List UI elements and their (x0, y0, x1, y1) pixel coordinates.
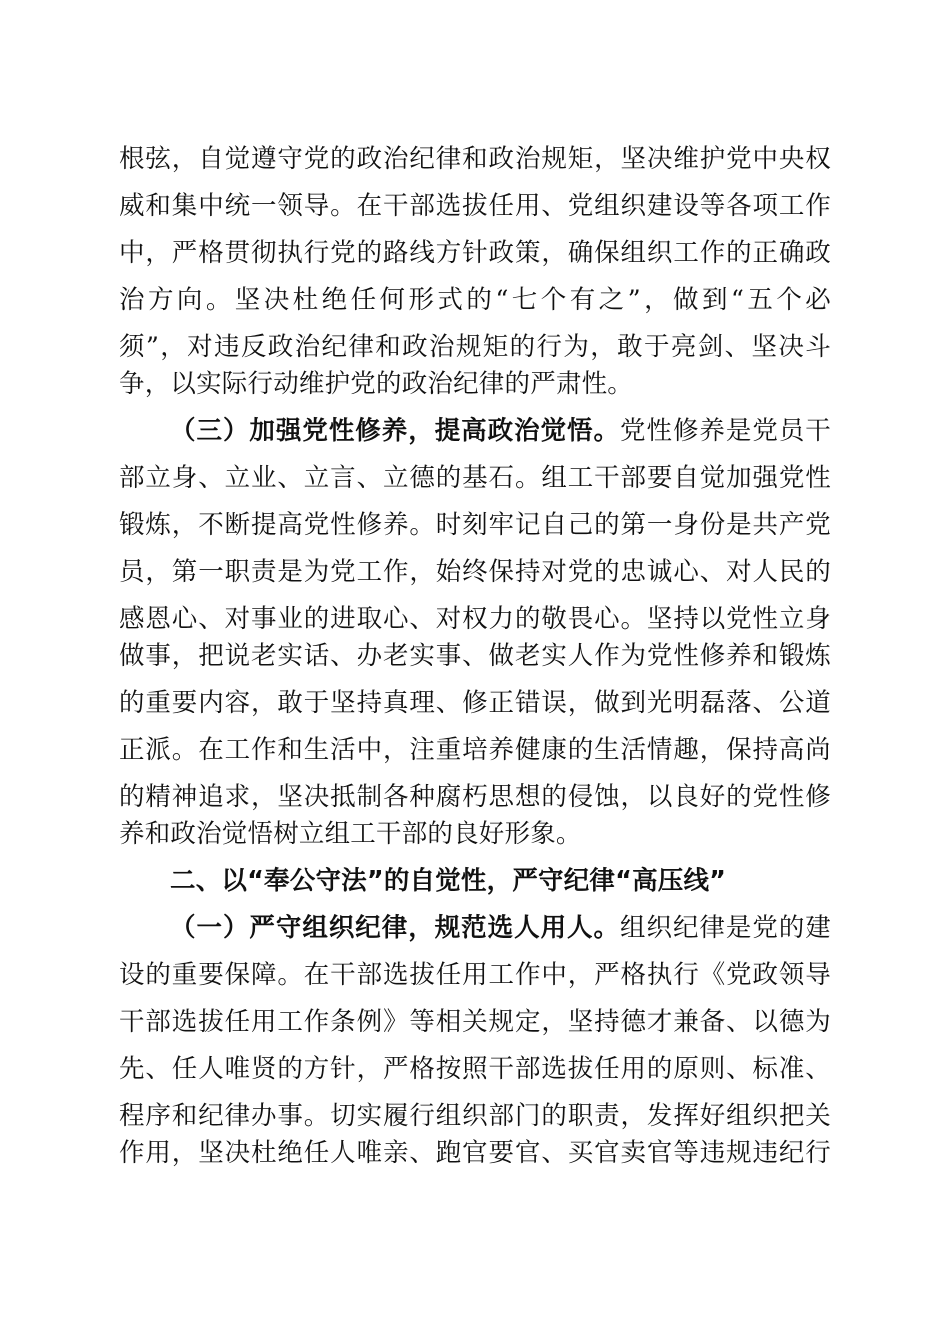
paragraph-line: 正派。在工作和生活中，注重培养健康的生活情趣，保持高尚 (119, 735, 831, 765)
paragraph-line: 部立身、立业、立言、立德的基石。组工干部要自觉加强党性 (119, 463, 831, 493)
section-lead-heading: （一）严守组织纪律，规范选人用人。 (170, 913, 620, 943)
paragraph-text: 党性修养是党员干 (620, 416, 831, 446)
paragraph-line: 员，第一职责是为党工作，始终保持对党的忠诚心、对人民的 (119, 557, 831, 587)
paragraph-line: 根弦，自觉遵守党的政治纪律和政治规矩，坚决维护党中央权 (119, 144, 831, 174)
paragraph-line: 作用，坚决杜绝任人唯亲、跑官要官、买官卖官等违规违纪行 (119, 1138, 831, 1168)
paragraph-line: 威和集中统一领导。在干部选拔任用、党组织建设等各项工作 (119, 191, 831, 221)
paragraph-line: 养和政治觉悟树立组工干部的良好形象。 (119, 819, 582, 849)
paragraph-text: 组织纪律是党的建 (620, 913, 831, 943)
paragraph-line: 程序和纪律办事。切实履行组织部门的职责，发挥好组织把关 (119, 1101, 831, 1131)
paragraph-line: 的精神追求，坚决抵制各种腐朽思想的侵蚀，以良好的党性修 (119, 782, 831, 812)
paragraph-line: 设的重要保障。在干部选拔任用工作中，严格执行《党政领导 (119, 960, 831, 990)
paragraph-line: 锻炼，不断提高党性修养。时刻牢记自己的第一身份是共产党 (119, 510, 831, 540)
paragraph-line: 争，以实际行动维护党的政治纪律的严肃性。 (119, 369, 634, 399)
paragraph-first-line (170, 408, 831, 454)
section-lead-heading: （三）加强党性修养，提高政治觉悟。 (170, 416, 620, 446)
paragraph-line: 干部选拔任用工作条例》等相关规定，坚持德才兼备、以德为 (119, 1007, 831, 1037)
paragraph-line: 须”，对违反政治纪律和政治规矩的行为，敢于亮剑、坚决斗 (119, 332, 831, 362)
paragraph-first-line (170, 905, 831, 951)
section-heading: 二、以“奉公守法”的自觉性，严守纪律“高压线” (170, 866, 727, 896)
paragraph-line: 感恩心、对事业的进取心、对权力的敬畏心。坚持以党性立身 (119, 604, 831, 634)
paragraph-line: 治方向。坚决杜绝任何形式的“七个有之”，做到“五个必 (119, 285, 831, 315)
paragraph-line: 中，严格贯彻执行党的路线方针政策，确保组织工作的正确政 (119, 238, 831, 268)
paragraph-line: 先、任人唯贤的方针，严格按照干部选拔任用的原则、标准、 (119, 1054, 831, 1084)
paragraph-line: 做事，把说老实话、办老实事、做老实人作为党性修养和锻炼 (119, 641, 831, 671)
paragraph-line: 的重要内容，敢于坚持真理、修正错误，做到光明磊落、公道 (119, 688, 831, 718)
